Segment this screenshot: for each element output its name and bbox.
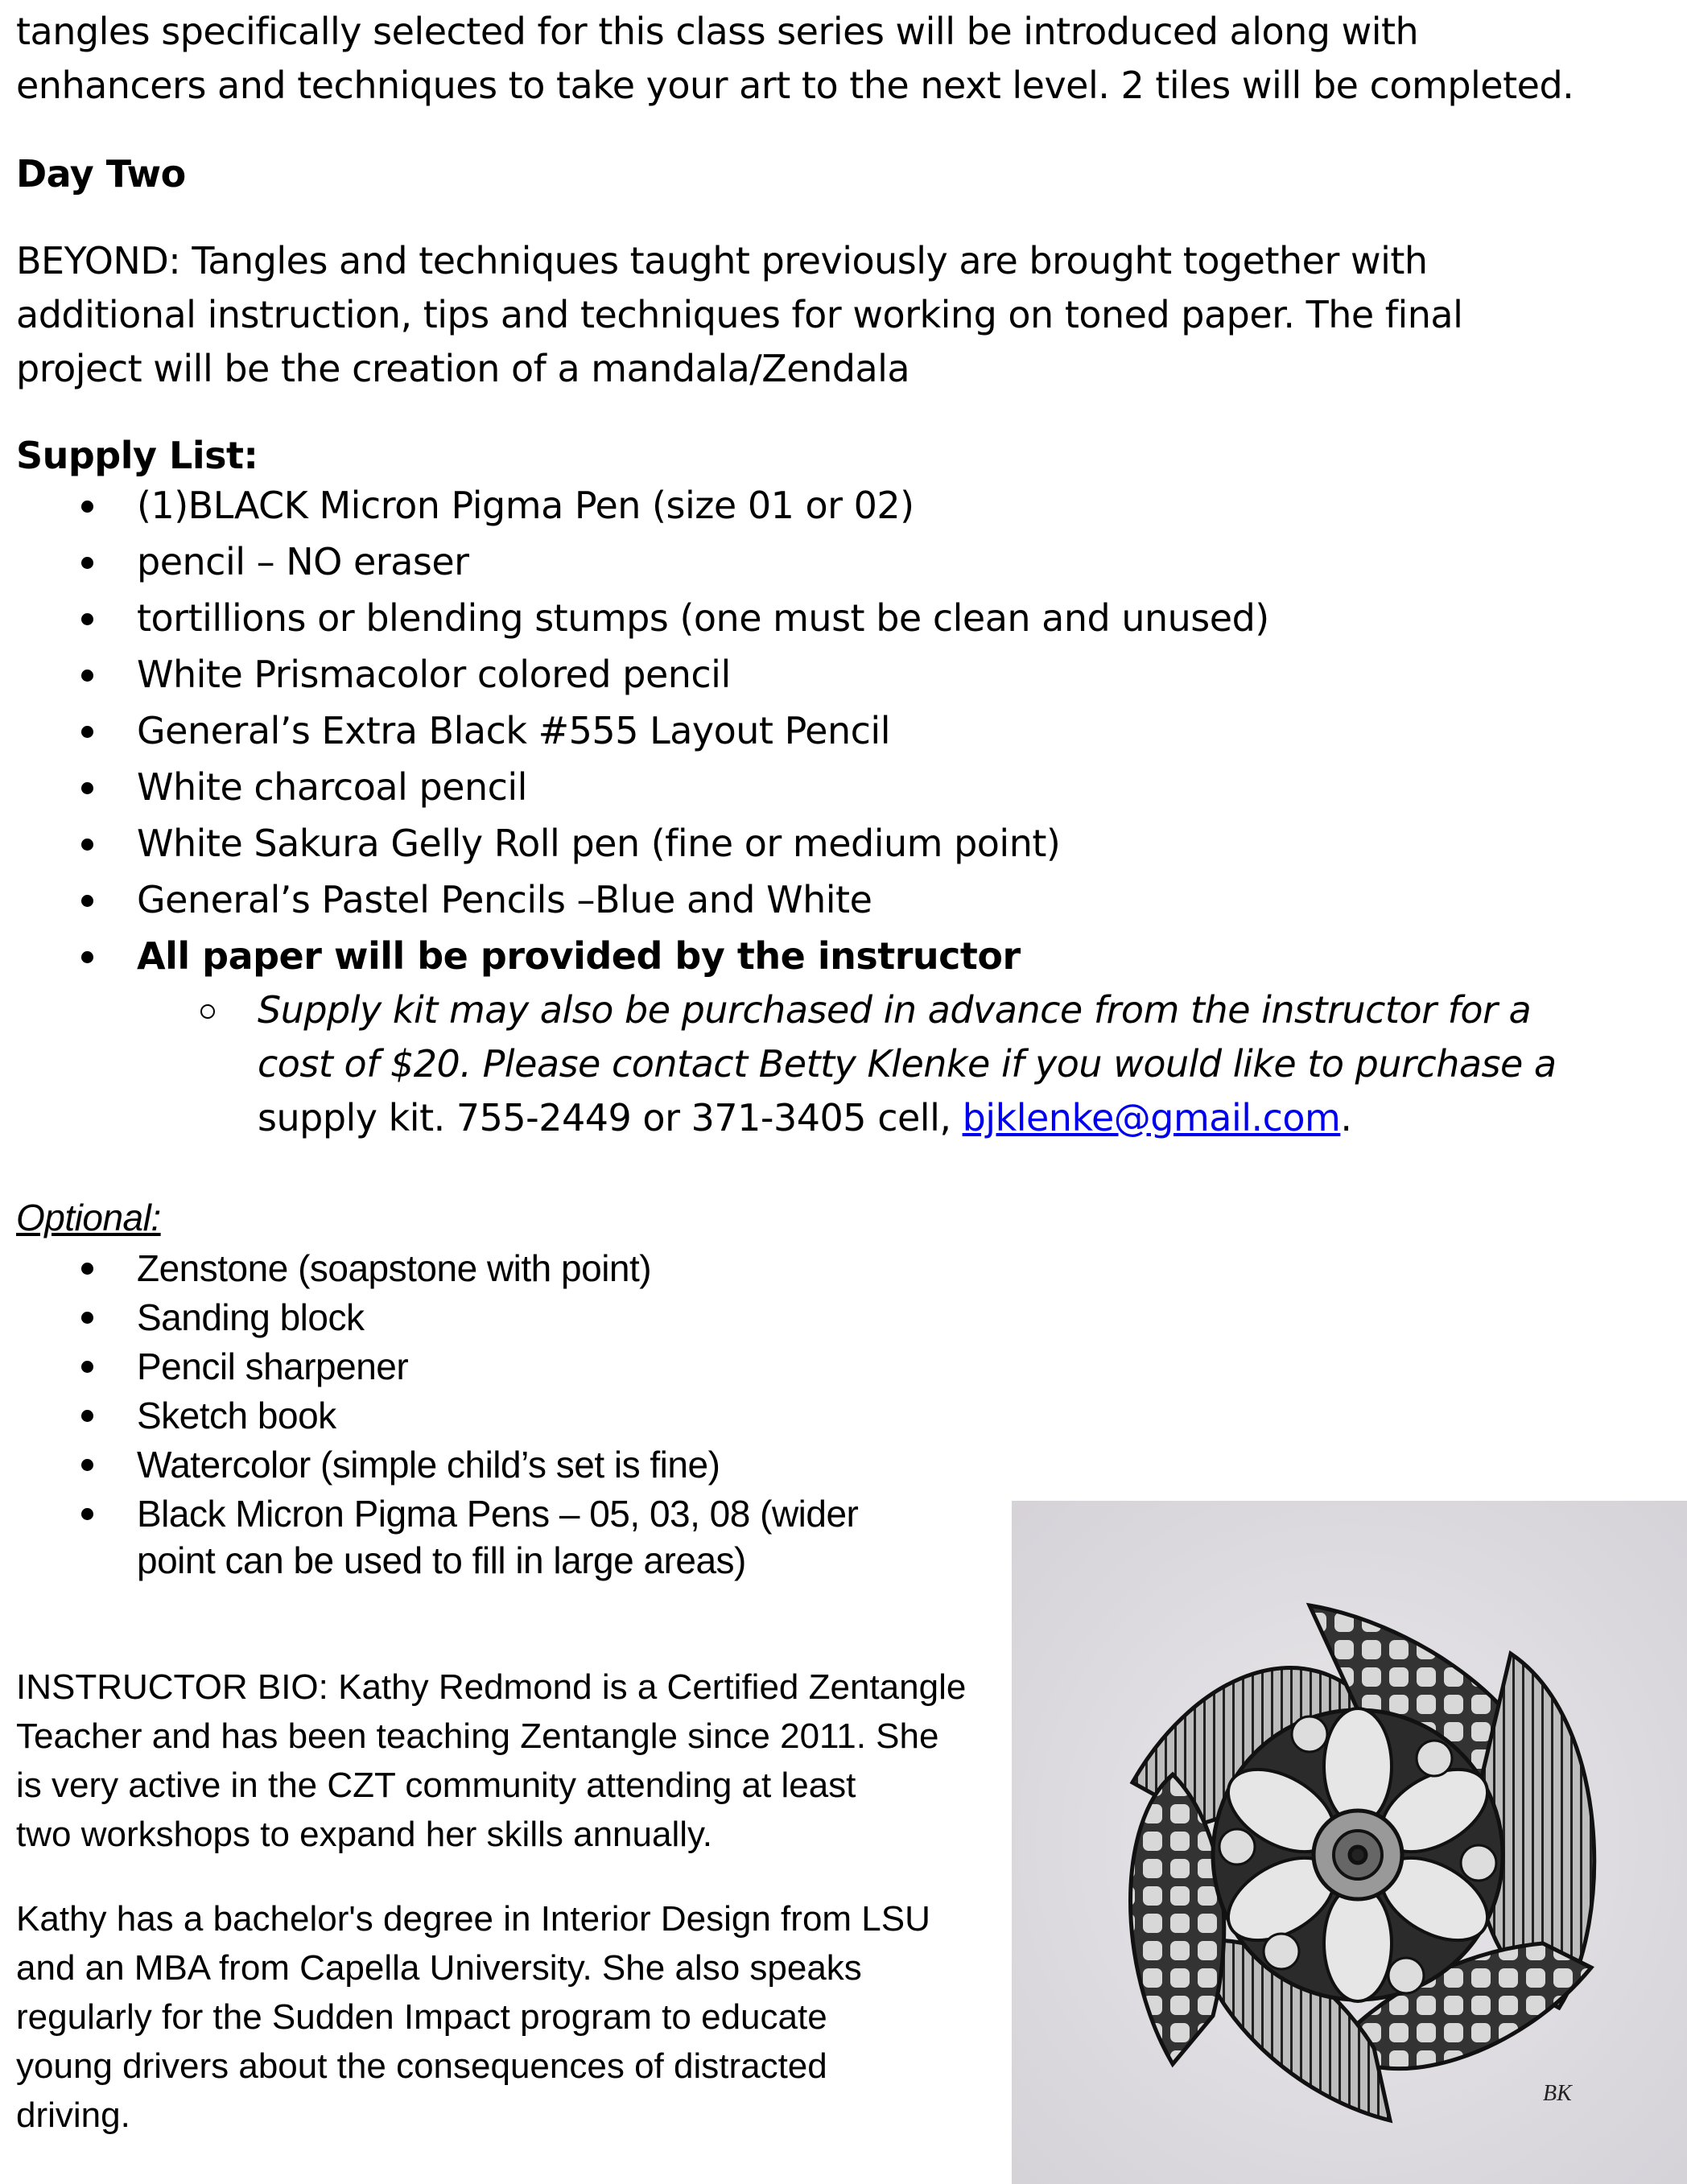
bio-line: and an MBA from Capella University. She also speaks (16, 1948, 862, 1988)
bio-line: regularly for the Sudden Impact program to educate (16, 1997, 827, 2037)
artist-signature: BK (1543, 2081, 1572, 2106)
email-link[interactable]: bjklenke@gmail.com (962, 1096, 1341, 1139)
hollow-bullet-icon (200, 1004, 215, 1019)
bullet-icon (81, 782, 93, 794)
intro-line: enhancers and techniques to take your art to the next level. 2 tiles will be completed. (16, 64, 1574, 107)
zendala-drawing (1012, 1501, 1687, 2184)
supply-kit-contact-line (258, 1091, 1352, 1145)
bullet-icon (81, 895, 93, 907)
bullet-icon (81, 557, 93, 569)
bio-line: Kathy has a bachelor's degree in Interior Design from LSU (16, 1899, 930, 1939)
zendala-artwork-image (1012, 1501, 1687, 2184)
contact-suffix: . (1340, 1096, 1352, 1139)
bio-line: driving. (16, 2095, 130, 2135)
bullet-icon (81, 839, 93, 851)
bullet-icon (81, 1312, 93, 1324)
bullet-icon (81, 1410, 93, 1422)
bullet-icon (81, 1459, 93, 1471)
supply-item: tortillions or blending stumps (one must be clean and unused) (137, 596, 1269, 640)
day-two-heading: Day Two (16, 152, 186, 196)
contact-text: supply kit. 755-2449 or 371-3405 cell, (258, 1096, 963, 1139)
supply-item-paper-provided: All paper will be provided by the instructor (137, 934, 1021, 978)
day-two-line: additional instruction, tips and techniques for working on toned paper. The final (16, 293, 1463, 336)
optional-item: Zenstone (soapstone with point) (137, 1247, 652, 1289)
optional-heading: Optional: (16, 1197, 161, 1238)
intro-line: tangles specifically selected for this class series will be introduced along with (16, 10, 1419, 53)
supply-item: General’s Pastel Pencils –Blue and White (137, 878, 872, 921)
bullet-icon (81, 951, 93, 963)
optional-item: Pencil sharpener (137, 1345, 409, 1387)
optional-item: Watercolor (simple child’s set is fine) (137, 1444, 720, 1486)
day-two-line: BEYOND: Tangles and techniques taught previously are brought together with (16, 239, 1428, 282)
supply-item: White Sakura Gelly Roll pen (fine or medium point) (137, 822, 1061, 865)
bio-line: two workshops to expand her skills annually. (16, 1815, 712, 1854)
bio-line: young drivers about the consequences of distracted (16, 2046, 827, 2086)
bullet-icon (81, 1508, 93, 1520)
optional-item: Sanding block (137, 1296, 365, 1338)
day-two-line: project will be the creation of a mandala/Zendala (16, 347, 910, 390)
bullet-icon (81, 613, 93, 625)
optional-item-continued: point can be used to fill in large areas) (137, 1539, 746, 1581)
bio-line: is very active in the CZT community attending at least (16, 1766, 856, 1805)
optional-item: Black Micron Pigma Pens – 05, 03, 08 (wider (137, 1493, 859, 1535)
supply-list-heading: Supply List: (16, 434, 258, 477)
supply-item: White charcoal pencil (137, 765, 527, 809)
supply-item: White Prismacolor colored pencil (137, 653, 731, 696)
bullet-icon (81, 1361, 93, 1373)
bullet-icon (81, 670, 93, 682)
optional-item: Sketch book (137, 1395, 336, 1436)
bio-line: Teacher and has been teaching Zentangle since 2011. She (16, 1716, 939, 1756)
supply-kit-note-line: cost of $20. Please contact Betty Klenke if you would like to purchase a (258, 1042, 1557, 1086)
bullet-icon (81, 1263, 93, 1275)
supply-kit-note-line: Supply kit may also be purchased in advance from the instructor for a (258, 988, 1532, 1032)
bullet-icon (81, 726, 93, 738)
bio-line: INSTRUCTOR BIO: Kathy Redmond is a Certified Zentangle (16, 1667, 967, 1707)
bullet-icon (81, 501, 93, 513)
supply-item: pencil – NO eraser (137, 540, 469, 583)
supply-item: (1)BLACK Micron Pigma Pen (size 01 or 02) (137, 484, 914, 527)
supply-item: General’s Extra Black #555 Layout Pencil (137, 709, 890, 752)
